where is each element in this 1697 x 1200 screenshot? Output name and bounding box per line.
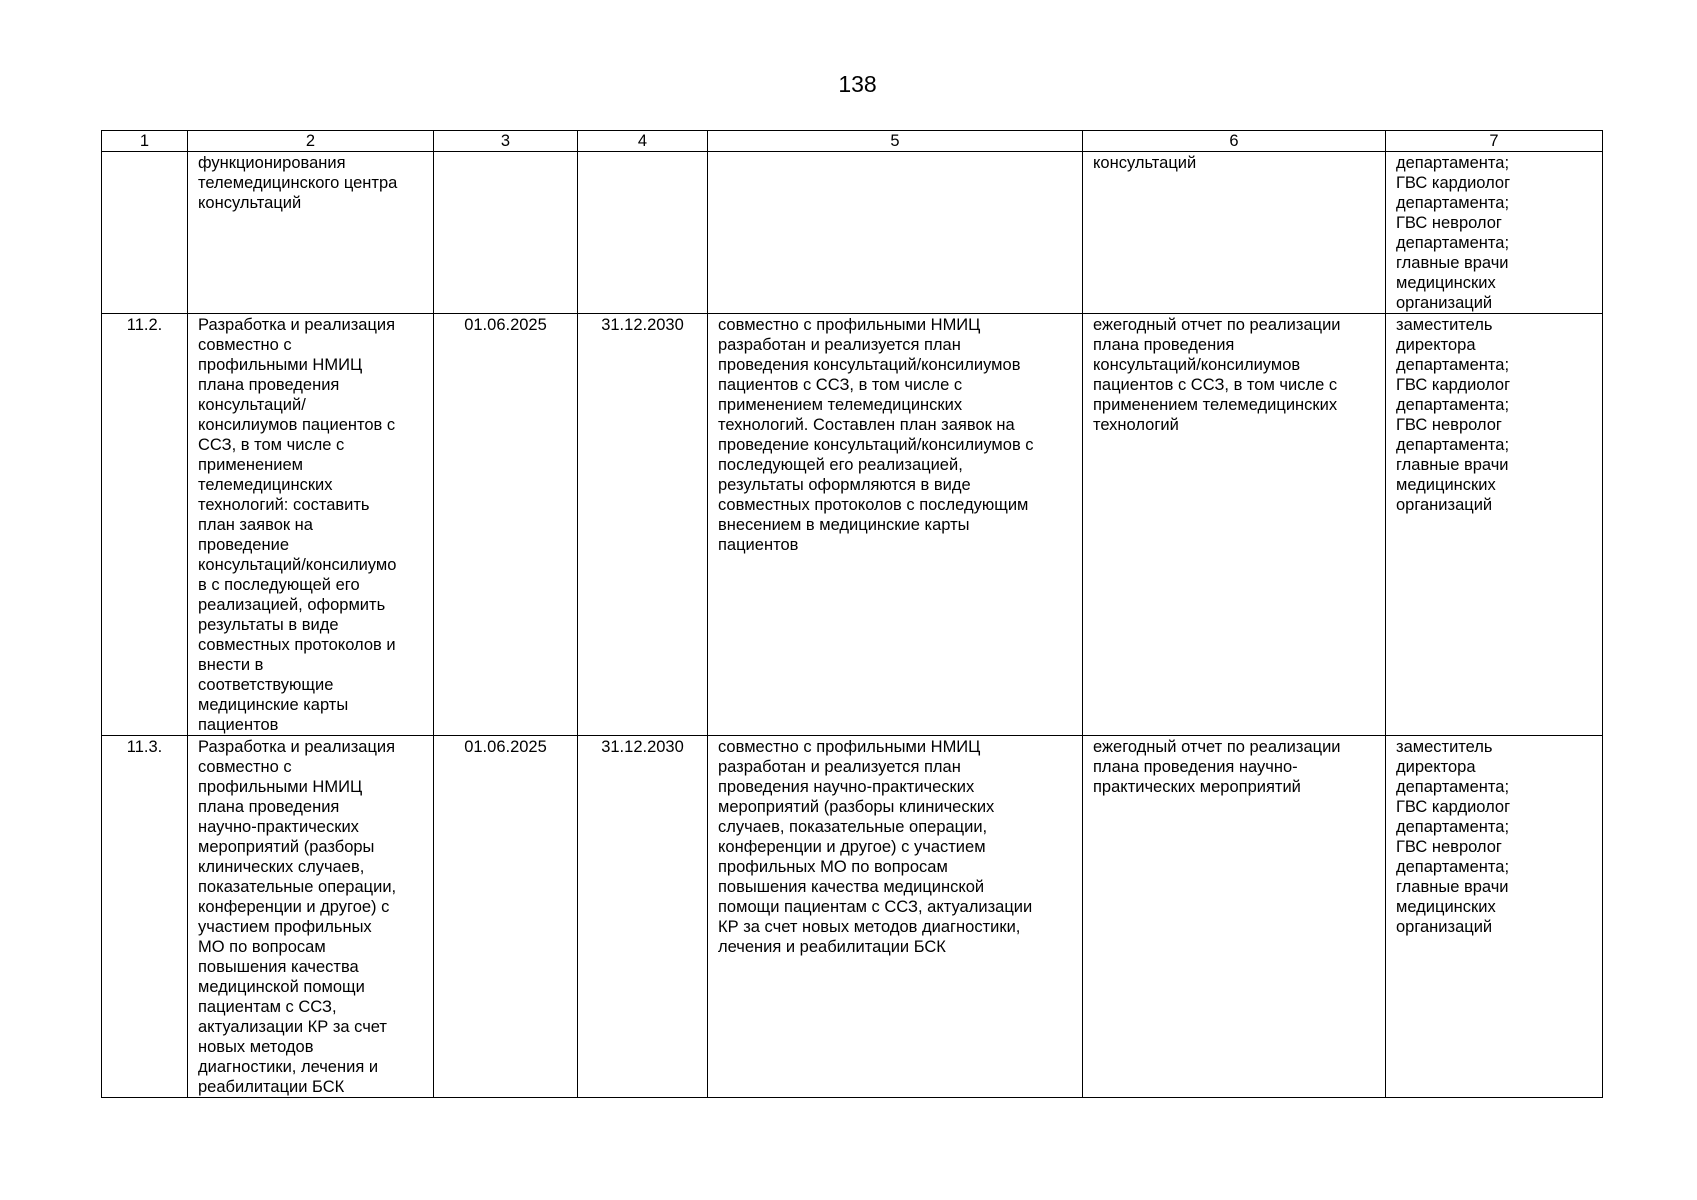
column-header: 3 bbox=[434, 131, 578, 152]
cell-result: совместно с профильными НМИЦ разработан и реализуется план проведения консультаций/консилиумов пациентов с ССЗ, в том числе с применением телемедицинских технологий. Составлен план заявок на проведение консультаций/консилиумов с последующей его реализацией, результаты оформляются в виде совместных протоколов с последующим внесением в медицинские карты пациентов bbox=[708, 314, 1083, 736]
cell-end-date bbox=[578, 152, 708, 314]
cell-end-date: 31.12.2030 bbox=[578, 314, 708, 736]
page-number: 138 bbox=[838, 71, 877, 97]
table-row bbox=[102, 152, 1603, 314]
measures-table bbox=[101, 130, 1603, 1098]
column-header: 1 bbox=[102, 131, 188, 152]
cell-measure: Разработка и реализация совместно с профильными НМИЦ плана проведения консультаций/ консилиумов пациентов с ССЗ, в том числе с применением телемедицинских технологий: составить план заявок на проведение консультаций/консилиумо в с последующей его реализацией, оформить результаты в виде совместных протоколов и внести в соответствующие медицинские карты пациентов bbox=[188, 314, 434, 736]
table-row bbox=[102, 736, 1603, 1098]
column-header: 2 bbox=[188, 131, 434, 152]
column-header: 7 bbox=[1386, 131, 1603, 152]
cell-report: ежегодный отчет по реализации плана проведения научно- практических мероприятий bbox=[1083, 736, 1386, 1098]
table-row bbox=[102, 314, 1603, 736]
cell-responsible: заместитель директора департамента; ГВС кардиолог департамента; ГВС невролог департамента; главные врачи медицинских организаций bbox=[1386, 314, 1603, 736]
cell-number: 11.2. bbox=[102, 314, 188, 736]
cell-report: ежегодный отчет по реализации плана проведения консультаций/консилиумов пациентов с ССЗ, в том числе с применением телемедицинских технологий bbox=[1083, 314, 1386, 736]
cell-responsible: департамента; ГВС кардиолог департамента; ГВС невролог департамента; главные врачи медицинских организаций bbox=[1386, 152, 1603, 314]
table-header-row bbox=[102, 131, 1603, 152]
cell-responsible: заместитель директора департамента; ГВС кардиолог департамента; ГВС невролог департамента; главные врачи медицинских организаций bbox=[1386, 736, 1603, 1098]
cell-number bbox=[102, 152, 188, 314]
cell-result: совместно с профильными НМИЦ разработан и реализуется план проведения научно-практических мероприятий (разборы клинических случаев, показательные операции, конференции и другое) с участием профильных МО по вопросам повышения качества медицинской помощи пациентам с ССЗ, актуализации КР за счет новых методов диагностики, лечения и реабилитации БСК bbox=[708, 736, 1083, 1098]
column-header: 5 bbox=[708, 131, 1083, 152]
cell-report: консультаций bbox=[1083, 152, 1386, 314]
cell-measure: функционирования телемедицинского центра консультаций bbox=[188, 152, 434, 314]
cell-start-date: 01.06.2025 bbox=[434, 314, 578, 736]
cell-start-date: 01.06.2025 bbox=[434, 736, 578, 1098]
cell-measure: Разработка и реализация совместно с профильными НМИЦ плана проведения научно-практических мероприятий (разборы клинических случаев, показательные операции, конференции и другое) с участием профильных МО по вопросам повышения качества медицинской помощи пациентам с ССЗ, актуализации КР за счет новых методов диагностики, лечения и реабилитации БСК bbox=[188, 736, 434, 1098]
cell-result bbox=[708, 152, 1083, 314]
column-header: 4 bbox=[578, 131, 708, 152]
column-header: 6 bbox=[1083, 131, 1386, 152]
cell-number: 11.3. bbox=[102, 736, 188, 1098]
cell-end-date: 31.12.2030 bbox=[578, 736, 708, 1098]
cell-start-date bbox=[434, 152, 578, 314]
